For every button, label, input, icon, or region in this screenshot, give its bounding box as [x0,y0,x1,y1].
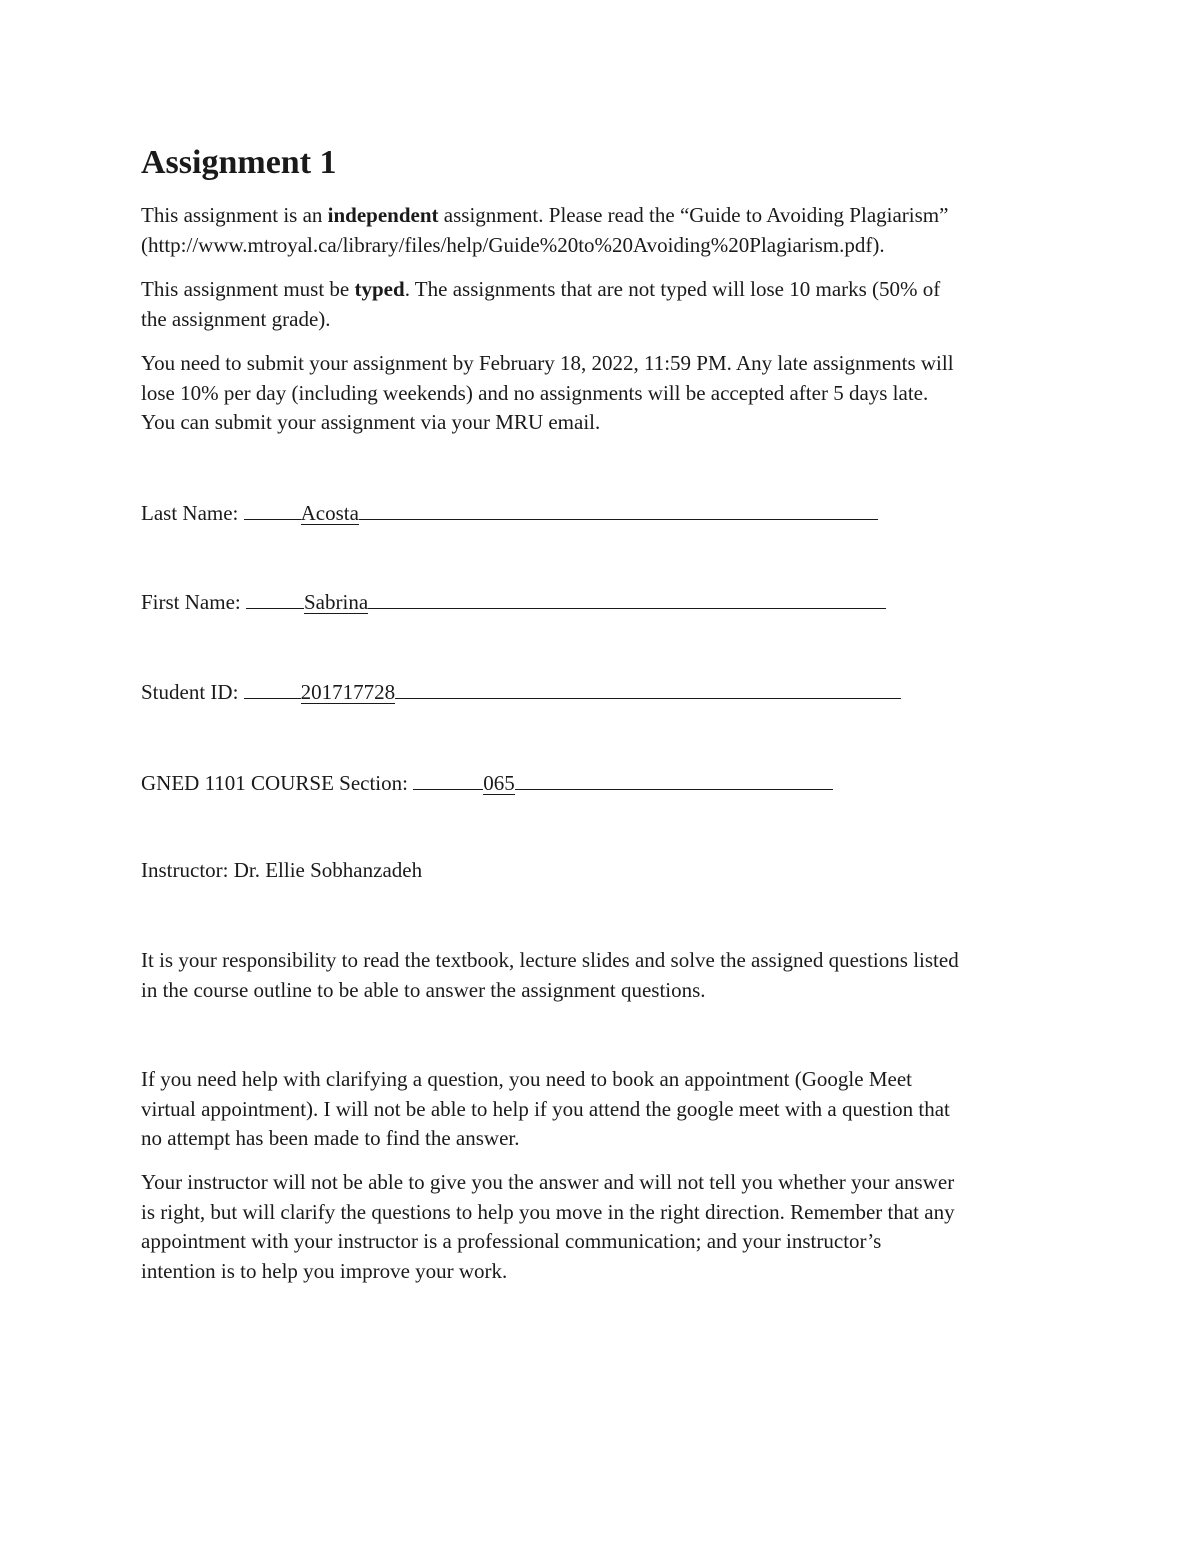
instructor-line-2: is right, but will clarify the questions to help you move in the right direction. Remember that any [141,1199,955,1224]
responsibility-paragraph [141,946,1071,1005]
submission-line-3: You can submit your assignment via your MRU email. [141,410,601,434]
plagiarism-paragraph [141,201,1071,260]
first-name-label: First Name: [141,590,246,614]
first-name-field [141,586,886,617]
student-id-value: 201717728 [300,680,396,704]
submission-line-2: lose 10% per day (including weekends) and no assignments will be accepted after 5 days late. [141,380,929,405]
plagiarism-line-1: This assignment is an independent assignment. Please read the “Guide to Avoiding Plagiarism” [141,203,949,227]
help-line-3: no attempt has been made to find the answer. [141,1126,520,1150]
plagiarism-link[interactable]: (http://www.mtroyal.ca/library/files/help/Guide%20to%20Avoiding%20Plagiarism.pdf). [141,232,885,257]
first-name-value: Sabrina [304,590,369,614]
typed-line-1: This assignment must be typed. The assignments that are not typed will lose 10 marks (50% of [141,277,941,301]
submission-line-1: You need to submit your assignment by February 18, 2022, 11:59 PM. Any late assignments will [141,351,954,375]
assignment-title: Assignment 1 [141,144,337,181]
instructor-line-1: Your instructor will not be able to give you the answer and will not tell you whether your answer [141,1170,955,1194]
help-line-1: If you need help with clarifying a question, you need to book an appointment (Google Meet [141,1067,912,1091]
last-name-field [141,497,878,528]
last-name-label: Last Name: [141,501,244,525]
typed-emphasis: typed [354,277,405,301]
student-id-label: Student ID: [141,680,244,704]
section-label: GNED 1101 COURSE Section: [141,771,414,795]
instructor-line: Instructor: Dr. Ellie Sobhanzadeh [141,858,423,882]
submission-paragraph [141,349,1071,438]
section-value: 065 [483,771,515,795]
independent-emphasis: independent [327,203,439,227]
help-line-2: virtual appointment). I will not be able to help if you attend the google meet with a question that [141,1096,950,1121]
instructor-paragraph [141,1168,1071,1286]
section-field [141,767,833,798]
instructor-line-4: intention is to help you improve your work. [141,1258,508,1283]
help-paragraph [141,1065,1071,1154]
typed-paragraph [141,275,1071,334]
responsibility-line-2: in the course outline to be able to answer the assignment questions. [141,977,706,1002]
last-name-value: Acosta [300,501,359,525]
student-id-field [141,676,901,707]
responsibility-line-1: It is your responsibility to read the textbook, lecture slides and solve the assigned questions listed [141,948,959,972]
typed-line-2: the assignment grade). [141,306,331,331]
instructor-line-3: appointment with your instructor is a professional communication; and your instructor’s [141,1229,882,1253]
